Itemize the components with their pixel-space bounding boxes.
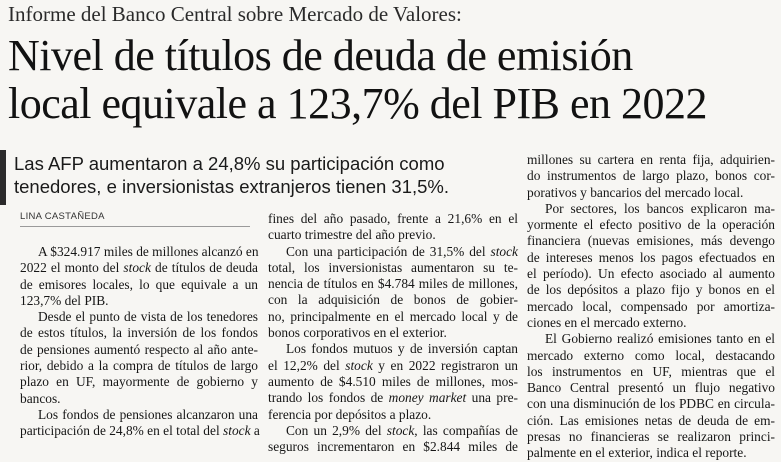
article-line: A $324.917 miles de millones alcanzó en xyxy=(38,244,259,259)
deck: Las AFP aumentaron a 24,8% su participación como tenedores, e inversionistas extranjeros tienen 31,5%. xyxy=(14,153,450,197)
article-line: Con una participación de 31,5% del stock xyxy=(286,243,518,259)
article-line: rior, debido a la compra de títulos de largo xyxy=(20,358,258,374)
article-line: total, los inversionistas aumentaron su te- xyxy=(268,259,518,275)
headline xyxy=(8,32,707,128)
kicker: Informe del Banco Central sobre Mercado de Valores: xyxy=(8,2,462,26)
article-line: Los fondos de pensiones alcanzaron una xyxy=(38,406,258,422)
article-line: mercado local, compensado por amortiza- xyxy=(527,298,775,314)
article-line: Banco Central presentó un flujo negativo xyxy=(527,380,775,396)
article-line: plazo en UF, mayormente de gobierno y xyxy=(20,374,258,390)
article-line: con una disminución de los PDBC en circula- xyxy=(527,396,775,412)
article-line: Con un 2,9% del stock, las compañías de xyxy=(286,422,519,438)
article-line: porativos y bancarios del mercado local. xyxy=(527,184,744,200)
article-line: bancos. xyxy=(20,390,61,406)
article-line: de pensiones aumentó respecto al año ante- xyxy=(20,341,258,357)
article-line: do instrumentos de largo plazo, bonos cor- xyxy=(527,168,775,184)
article-line: el período). Un efecto asociado al aumento xyxy=(527,266,775,282)
byline-rule xyxy=(20,226,250,227)
article-column-2 xyxy=(268,211,518,455)
article-line: con la adquisición de bonos de gobier- xyxy=(268,292,518,308)
article-line: mercado externo como local, destacando xyxy=(527,347,775,363)
article-line: de estos títulos, la inversión de los fondos xyxy=(20,325,258,341)
article-line: trando los fondos de money market una pre- xyxy=(268,390,518,406)
article-column-3 xyxy=(527,152,775,462)
article-line: ciones en el mercado externo. xyxy=(527,314,687,330)
article-line: 123,7% del PIB. xyxy=(20,292,109,308)
article-line: Por sectores, los bancos explicaron ma- xyxy=(545,200,775,216)
headline-line-1: Nivel de títulos de deuda de emisión xyxy=(8,31,633,80)
article-line: no, principalmente en el mercado local y de xyxy=(268,308,518,324)
headline-line-2: local equivale a 123,7% del PIB en 2022 xyxy=(8,79,707,128)
article-line: aumento de $4.510 miles de millones, mos- xyxy=(268,373,518,389)
article-line: de intereses menos los pagos efectuados en xyxy=(527,249,775,265)
deck-accent-bar xyxy=(0,150,6,205)
article-line: yormente el efecto positivo de la operación xyxy=(527,217,775,233)
article-line: millones su cartera en renta fija, adquirien- xyxy=(527,152,775,167)
article-line: cuarto trimestre del año previo. xyxy=(268,227,436,243)
article-line: de los depósitos a plazo fijo y bonos en el xyxy=(527,282,775,298)
article-line: presas no financieras se realizaron princi- xyxy=(527,429,775,445)
article-line: el 12,2% del stock y en 2022 registraron un xyxy=(268,357,518,373)
article-line: 2022 el monto del stock de títulos de deuda xyxy=(20,260,258,276)
article-line: de emisores locales, lo que equivale a un xyxy=(20,276,258,292)
article-line: los instrumentos en UF, mientras que el xyxy=(527,363,775,379)
article-line: fines del año pasado, frente a 21,6% en el xyxy=(268,211,518,226)
article-line: ferencia por depósitos a plazo. xyxy=(268,406,432,422)
article-line: bonos corporativos en el exterior. xyxy=(268,325,447,341)
article-line: Desde el punto de vista de los tenedores xyxy=(38,309,258,325)
article-line: El Gobierno realizó emisiones tanto en el xyxy=(545,331,775,347)
article-line: seguros incrementaron en $2.844 miles de xyxy=(268,439,518,455)
article-line: Los fondos mutuos y de inversión captan xyxy=(286,341,518,357)
article-line: palmente en el exterior, indica el reporte. xyxy=(527,445,747,461)
article-line: participación de 24,8% en el total del stock a xyxy=(20,423,260,439)
article-column-1 xyxy=(20,244,258,440)
article-line: nencia de títulos en $4.784 miles de millones, xyxy=(268,276,518,292)
article-line: financiera (nuevas emisiones, más devengo xyxy=(527,233,775,249)
byline: LINA CASTAÑEDA xyxy=(20,211,105,222)
article-line: ción. Las emisiones netas de deuda de em- xyxy=(527,412,775,428)
